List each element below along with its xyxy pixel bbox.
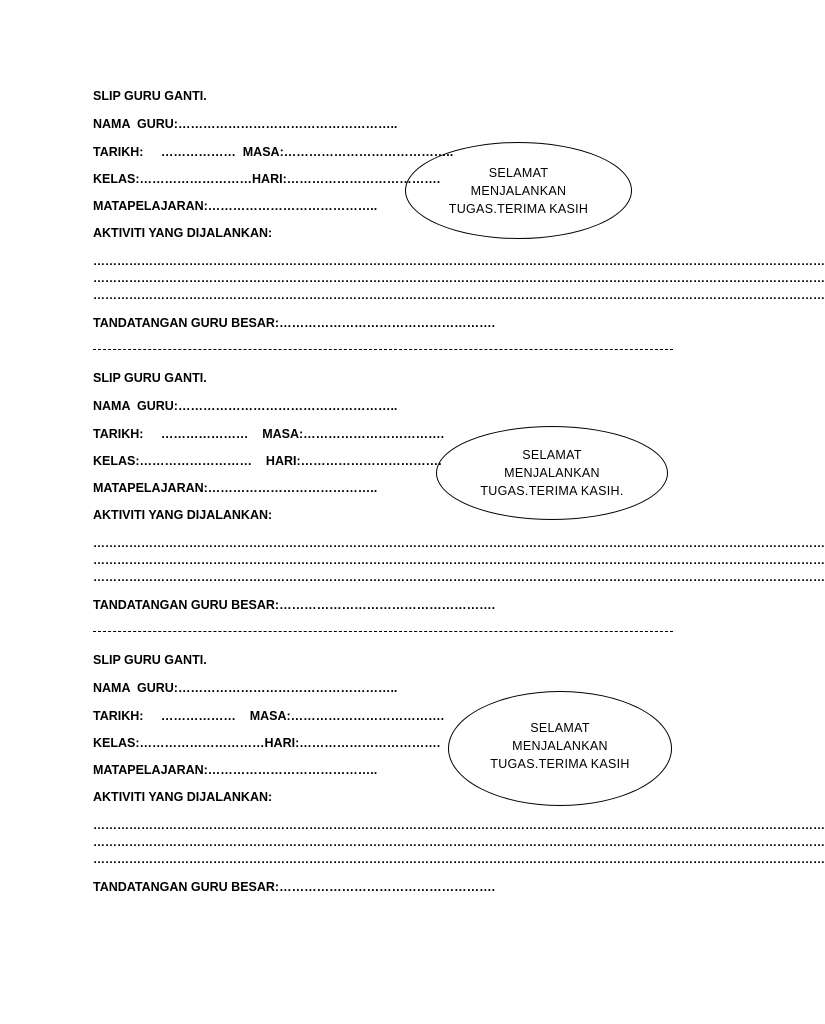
slip-title: SLIP GURU GANTI. (93, 371, 207, 385)
aktiviti-dotted-line-3: ………………………………………………………………………………………………………………………………………………………………… (93, 852, 825, 866)
aktiviti-dotted-line-2: ………………………………………………………………………………………………………………………………………………………………… (93, 553, 825, 567)
tarikh-masa-field: TARIKH: ……………… MASA:………………………………….. (93, 145, 454, 159)
aktiviti-dotted-line-3: ………………………………………………………………………………………………………………………………………………………………… (93, 570, 825, 584)
aktiviti-label: AKTIVITI YANG DIJALANKAN: (93, 790, 273, 804)
matapelajaran-field: MATAPELAJARAN:………………………………….. (93, 763, 378, 777)
kelas-hari-field: KELAS:………………………HARI:………………………………. (93, 172, 441, 186)
aktiviti-dotted-line-1: ………………………………………………………………………………………………………………………………………………………………… (93, 536, 825, 550)
tarikh-masa-field: TARIKH: ……………… MASA:………………………………. (93, 709, 445, 723)
tandatangan-field: TANDATANGAN GURU BESAR:……………………………………………. (93, 598, 496, 612)
slip-title: SLIP GURU GANTI. (93, 89, 207, 103)
matapelajaran-field: MATAPELAJARAN:………………………………….. (93, 481, 378, 495)
aktiviti-dotted-line-2: ………………………………………………………………………………………………………………………………………………………………… (93, 271, 825, 285)
slip-3 (0, 564, 825, 894)
aktiviti-dotted-line-1: ………………………………………………………………………………………………………………………………………………………………… (93, 254, 825, 268)
aktiviti-label: AKTIVITI YANG DIJALANKAN: (93, 226, 273, 240)
aktiviti-dotted-line-3: ………………………………………………………………………………………………………………………………………………………………… (93, 288, 825, 302)
aktiviti-label: AKTIVITI YANG DIJALANKAN: (93, 508, 273, 522)
greeting-text: SELAMAT MENJALANKAN TUGAS.TERIMA KASIH (490, 721, 630, 771)
tandatangan-field: TANDATANGAN GURU BESAR:……………………………………………. (93, 316, 496, 330)
slip-2 (0, 282, 825, 612)
nama-guru-field: NAMA GURU:…………………………………………….. (93, 681, 398, 695)
tandatangan-field: TANDATANGAN GURU BESAR:……………………………………………. (93, 880, 496, 894)
nama-guru-field: NAMA GURU:…………………………………………….. (93, 399, 398, 413)
greeting-text: SELAMAT MENJALANKAN TUGAS.TERIMA KASIH (448, 166, 589, 216)
kelas-hari-field: KELAS:……………………… HARI:……………………………. (93, 454, 442, 468)
tarikh-masa-field: TARIKH: ………………… MASA:……………………………. (93, 427, 445, 441)
slip-title: SLIP GURU GANTI. (93, 653, 207, 667)
aktiviti-dotted-line-1: ………………………………………………………………………………………………………………………………………………………………… (93, 818, 825, 832)
aktiviti-dotted-line-2: ………………………………………………………………………………………………………………………………………………………………… (93, 835, 825, 849)
greeting-text: SELAMAT MENJALANKAN TUGAS.TERIMA KASIH. (480, 448, 624, 498)
nama-guru-field: NAMA GURU:…………………………………………….. (93, 117, 398, 131)
kelas-hari-field: KELAS:…………………………HARI:……………………………. (93, 736, 441, 750)
matapelajaran-field: MATAPELAJARAN:………………………………….. (93, 199, 378, 213)
slip-1 (0, 0, 825, 330)
